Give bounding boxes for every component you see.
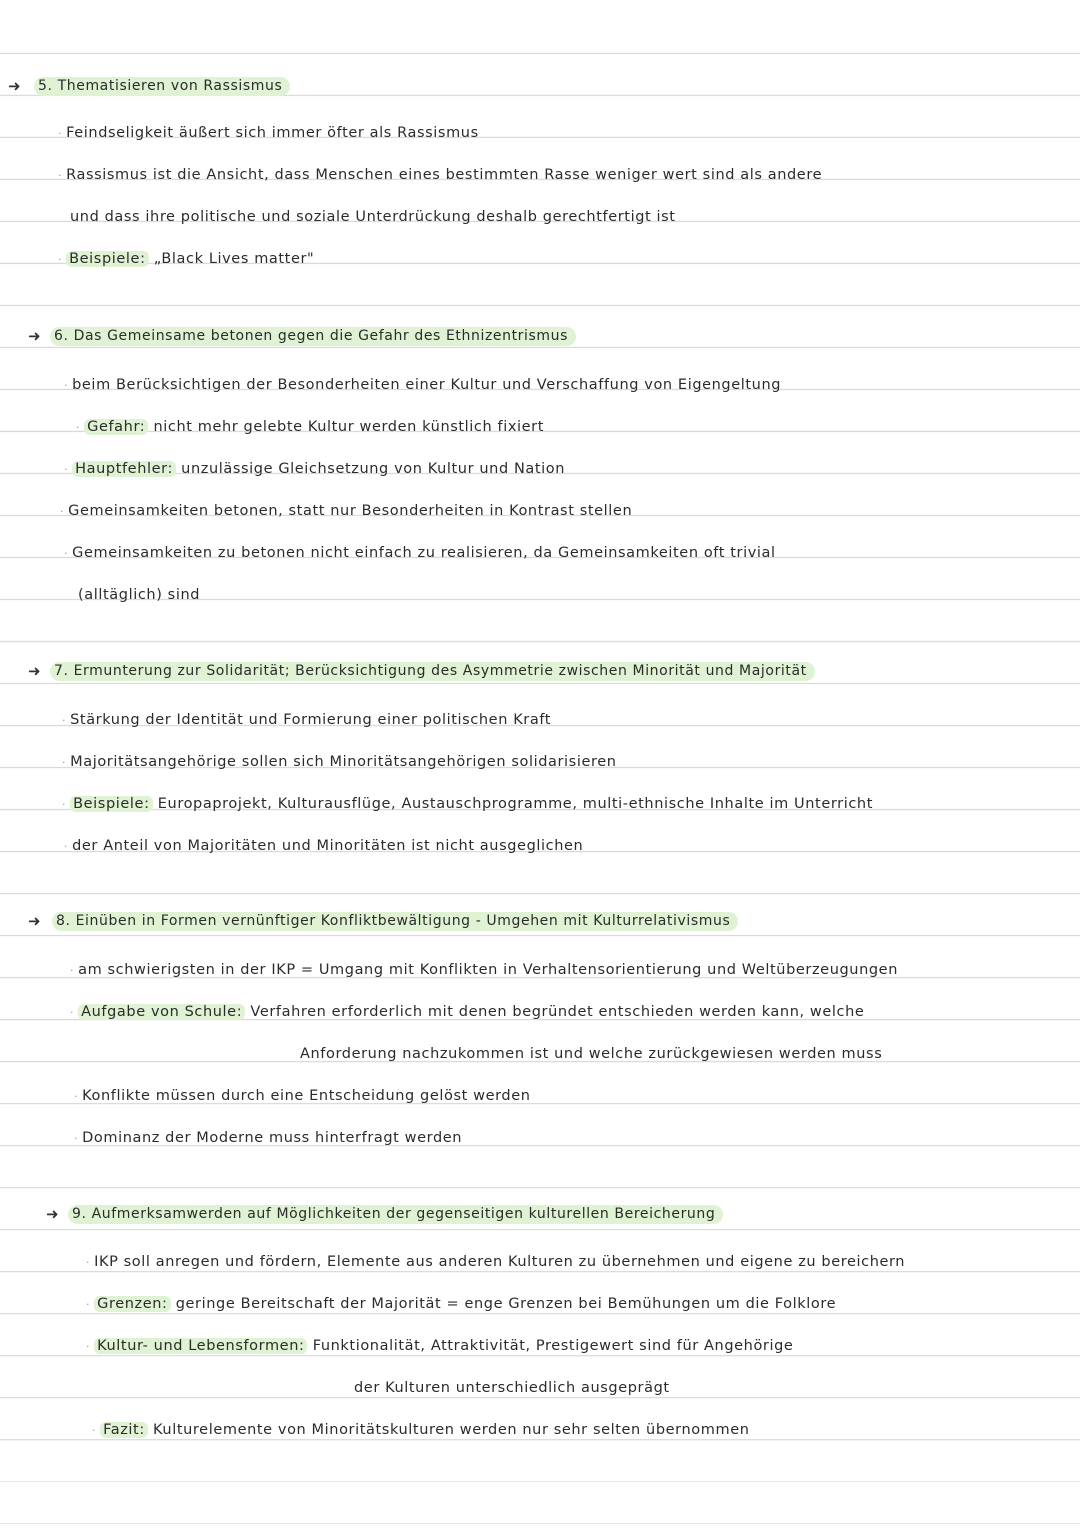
note-line: · Dominanz der Moderne muss hinterfragt werden xyxy=(74,1130,463,1146)
arrow-right-icon: ➜ xyxy=(46,1205,59,1223)
note-line: · Majoritätsangehörige sollen sich Minoritätsangehörigen solidarisieren xyxy=(62,754,617,770)
note-line: · der Anteil von Majoritäten und Minoritäten ist nicht ausgeglichen xyxy=(64,838,584,854)
note-line: · Beispiele: „Black Lives matter" xyxy=(58,251,315,267)
keyword-label: Beispiele: xyxy=(70,796,152,812)
note-line: · Grenzen: geringe Bereitschaft der Majorität = enge Grenzen bei Bemühungen um die Folklore xyxy=(86,1296,837,1312)
note-line: · Konflikte müssen durch eine Entscheidung gelöst werden xyxy=(74,1088,531,1104)
keyword-label: Beispiele: xyxy=(66,251,148,267)
bullet-dot-icon: · xyxy=(92,1424,97,1437)
heading-highlight: 8. Einüben in Formen vernünftiger Konfliktbewältigung - Umgehen mit Kulturrelativismus xyxy=(52,912,738,931)
bullet-dot-icon: · xyxy=(62,714,67,727)
bullet-dot-icon: · xyxy=(62,798,67,811)
bullet-dot-icon: · xyxy=(86,1256,91,1269)
note-line: · Gemeinsamkeiten zu betonen nicht einfach zu realisieren, da Gemeinsamkeiten oft trivial xyxy=(64,545,776,561)
note-line: · Stärkung der Identität und Formierung einer politischen Kraft xyxy=(62,712,552,728)
bullet-dot-icon: · xyxy=(64,463,69,476)
arrow-right-icon: ➜ xyxy=(28,662,41,680)
bullet-dot-icon: · xyxy=(86,1298,91,1311)
note-line: · Kultur- und Lebensformen: Funktionalität, Attraktivität, Prestigewert sind für Angehörige xyxy=(86,1338,794,1354)
keyword-label: Kultur- und Lebensformen: xyxy=(94,1338,307,1354)
section-heading xyxy=(50,326,576,346)
note-line: · beim Berücksichtigen der Besonderheiten einer Kultur und Verschaffung von Eigengeltung xyxy=(64,377,782,393)
bullet-dot-icon: · xyxy=(64,547,69,560)
bullet-dot-icon: · xyxy=(60,505,65,518)
heading-highlight: 7. Ermunterung zur Solidarität; Berücksichtigung des Asymmetrie zwischen Minorität und Majorität xyxy=(50,662,815,681)
note-line: · am schwierigsten in der IKP = Umgang mit Konflikten in Verhaltensorientierung und Weltüberzeugungen xyxy=(70,962,898,978)
bullet-dot-icon: · xyxy=(58,127,63,140)
heading-highlight: 6. Das Gemeinsame betonen gegen die Gefahr des Ethnizentrismus xyxy=(50,327,576,346)
bullet-dot-icon: · xyxy=(74,1132,79,1145)
heading-highlight: 9. Aufmerksamwerden auf Möglichkeiten der gegenseitigen kulturellen Bereicherung xyxy=(68,1205,723,1224)
section-heading xyxy=(50,661,815,681)
keyword-label: Grenzen: xyxy=(94,1296,170,1312)
section-heading xyxy=(52,911,738,931)
bullet-dot-icon: · xyxy=(62,756,67,769)
note-line: · IKP soll anregen und fördern, Elemente aus anderen Kulturen zu übernehmen und eigene zu bereichern xyxy=(86,1254,906,1270)
bullet-dot-icon: · xyxy=(86,1340,91,1353)
bullet-dot-icon: · xyxy=(74,1090,79,1103)
note-line: der Kulturen unterschiedlich ausgeprägt xyxy=(354,1380,670,1396)
bullet-dot-icon: · xyxy=(76,421,81,434)
heading-highlight: 5. Thematisieren von Rassismus xyxy=(34,77,290,96)
arrow-right-icon: ➜ xyxy=(28,912,41,930)
section-heading xyxy=(34,76,290,96)
keyword-label: Gefahr: xyxy=(84,419,148,435)
bullet-dot-icon: · xyxy=(58,169,63,182)
keyword-label: Fazit: xyxy=(100,1422,148,1438)
note-line: · Gefahr: nicht mehr gelebte Kultur werden künstlich fixiert xyxy=(76,419,545,435)
note-line: · Fazit: Kulturelemente von Minoritätskulturen werden nur sehr selten übernommen xyxy=(92,1422,750,1438)
note-line: und dass ihre politische und soziale Unterdrückung deshalb gerechtfertigt ist xyxy=(70,209,676,225)
arrow-right-icon: ➜ xyxy=(8,77,21,95)
section-heading xyxy=(68,1204,723,1224)
bullet-dot-icon: · xyxy=(70,1006,75,1019)
note-line: Anforderung nachzukommen ist und welche zurückgewiesen werden muss xyxy=(300,1046,883,1062)
bullet-dot-icon: · xyxy=(70,964,75,977)
note-line: · Beispiele: Europaprojekt, Kulturausflüge, Austauschprogramme, multi-ethnische Inhalte im Unterricht xyxy=(62,796,873,812)
note-line: (alltäglich) sind xyxy=(78,587,201,603)
keyword-label: Hauptfehler: xyxy=(72,461,176,477)
note-line: · Feindseligkeit äußert sich immer öfter als Rassismus xyxy=(58,125,479,141)
bullet-dot-icon: · xyxy=(64,379,69,392)
note-line: · Gemeinsamkeiten betonen, statt nur Besonderheiten in Kontrast stellen xyxy=(60,503,633,519)
bullet-dot-icon: · xyxy=(64,840,69,853)
note-line: · Hauptfehler: unzulässige Gleichsetzung von Kultur und Nation xyxy=(64,461,566,477)
note-line: · Aufgabe von Schule: Verfahren erforderlich mit denen begründet entschieden werden kann, welche xyxy=(70,1004,865,1020)
bullet-dot-icon: · xyxy=(58,253,63,266)
keyword-label: Aufgabe von Schule: xyxy=(78,1004,245,1020)
note-line: · Rassismus ist die Ansicht, dass Menschen eines bestimmten Rasse weniger wert sind als andere xyxy=(58,167,823,183)
arrow-right-icon: ➜ xyxy=(28,327,41,345)
